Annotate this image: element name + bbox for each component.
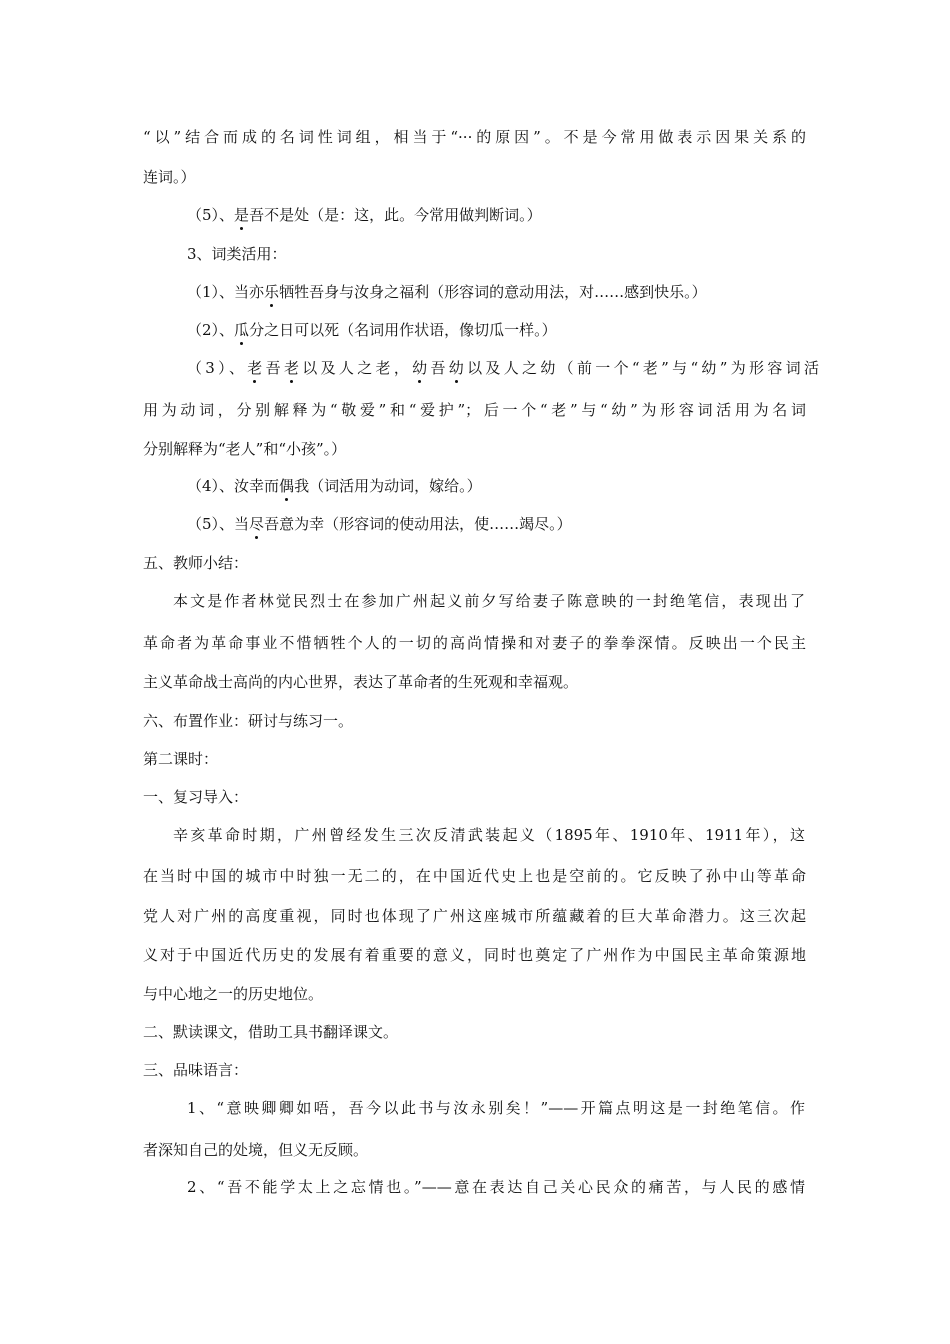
text-line: 2、“吾不能学太上之忘情也。”——意在表达自己关心民众的痛苦，与人民的感情 — [187, 1178, 805, 1196]
text-line — [187, 281, 707, 302]
text-part: （5）、 — [187, 206, 235, 224]
text-line: 1、“意映卿卿如唔，吾今以此书与汝永别矣！”——开篇点明这是一封绝笔信。作 — [187, 1099, 805, 1117]
text-line: 与中心地之一的历史地位。 — [143, 985, 324, 1003]
text-part: （2）、 — [187, 321, 235, 339]
text-line: 在当时中国的城市中时独一无二的，在中国近代史上也是空前的。它反映了孙中山等革命 — [143, 867, 806, 885]
text-part: 以及人之老， — [298, 359, 413, 377]
text-part: 吾 — [427, 359, 449, 377]
section-heading: 一、复习导入： — [143, 788, 249, 806]
text-part: 分之日可以死（名词用作状语，像切瓜一样。） — [249, 321, 557, 339]
text-part: （1）、当亦 — [187, 283, 265, 301]
section-heading: 二、默读课文，借助工具书翻译课文。 — [143, 1023, 399, 1041]
text-part: 我（词活用为动词，嫁给。） — [294, 477, 482, 495]
text-line: 分别解释为“老人”和“小孩”。） — [143, 440, 347, 458]
text-part: （3）、 — [187, 359, 248, 377]
text-line: 辛亥革命时期，广州曾经发生三次反清武装起义（1895年、1910年、1911年），这 — [173, 826, 805, 844]
text-part: 牺牲吾身与汝身之福利（形容词的意动用法，对……感到快乐。） — [279, 283, 707, 301]
text-line: “以”结合而成的名词性词组，相当于“···的原因”。不是今常用做表示因果关系的 — [143, 128, 806, 146]
section-heading: 六、布置作业：研讨与练习一。 — [143, 712, 354, 730]
text-part: 吾不是处（是：这，此。今常用做判断词。） — [249, 206, 542, 224]
emphasis-char: 乐 — [264, 283, 280, 301]
text-line: 3、词类活用： — [187, 245, 287, 263]
text-part: 吾意为幸（形容词的使动用法，使……竭尽。） — [264, 515, 572, 533]
text-line: 党人对广州的高度重视，同时也体现了广州这座城市所蕴藏着的巨大革命潜力。这三次起 — [143, 907, 806, 925]
text-line: 连词。） — [143, 168, 196, 186]
text-line — [187, 319, 557, 340]
emphasis-char: 老 — [283, 359, 299, 377]
emphasis-char: 偶 — [279, 477, 295, 495]
text-line: 用为动词，分别解释为“敬爱”和“爱护”；后一个“老”与“幼”为形容词活用为名词 — [143, 401, 806, 419]
emphasis-char: 幼 — [448, 359, 464, 377]
text-line — [187, 204, 542, 225]
text-line: 主义革命战士高尚的内心世界，表达了革命者的生死观和幸福观。 — [143, 673, 579, 691]
emphasis-char: 瓜 — [234, 321, 250, 339]
text-line: 革命者为革命事业不惜牺牲个人的一切的高尚情操和对妻子的拳拳深情。反映出一个民主 — [143, 634, 806, 652]
text-part: （5）、当 — [187, 515, 250, 533]
text-line — [187, 513, 572, 534]
section-heading: 五、教师小结： — [143, 554, 249, 572]
text-line — [187, 357, 819, 378]
emphasis-char: 幼 — [412, 359, 428, 377]
text-line: 义对于中国近代历史的发展有着重要的意义，同时也奠定了广州作为中国民主革命策源地 — [143, 946, 806, 964]
text-line: 者深知自己的处境，但义无反顾。 — [143, 1141, 369, 1159]
section-heading: 三、品味语言： — [143, 1061, 249, 1079]
text-line — [187, 475, 482, 496]
emphasis-char: 老 — [247, 359, 263, 377]
text-part: 以及人之幼（前一个“老”与“幼”为形容词活 — [463, 359, 819, 377]
text-part: （4）、汝幸而 — [187, 477, 280, 495]
emphasis-char: 尽 — [249, 515, 265, 533]
text-line: 本文是作者林觉民烈士在参加广州起义前夕写给妻子陈意映的一封绝笔信，表现出了 — [173, 592, 805, 610]
section-heading: 第二课时： — [143, 750, 219, 768]
emphasis-char: 是 — [234, 206, 250, 224]
text-part: 吾 — [262, 359, 284, 377]
